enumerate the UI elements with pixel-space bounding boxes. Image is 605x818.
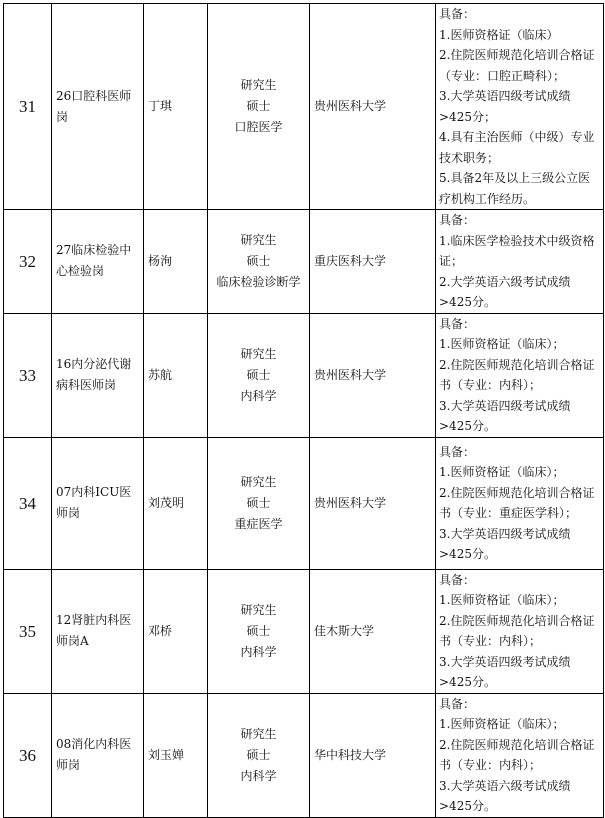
row-number: 31 bbox=[4, 4, 52, 210]
education-line: 研究生 bbox=[240, 232, 277, 247]
requirements-cell bbox=[436, 4, 604, 210]
row-number: 35 bbox=[4, 569, 52, 693]
education-line: 研究生 bbox=[240, 78, 277, 92]
education-line: 研究生 bbox=[240, 726, 277, 741]
education-line: 研究生 bbox=[240, 602, 277, 617]
candidate-name: 杨洵 bbox=[144, 210, 208, 314]
table-row bbox=[4, 693, 604, 817]
post-name: 12肾脏内科医师岗A bbox=[52, 569, 144, 693]
requirement-line: 1.医师资格证（临床） bbox=[439, 27, 559, 42]
requirement-line: 具备： bbox=[439, 572, 476, 587]
requirement-line: 2.住院医师规范化培训合格证书（专业：重症医学科）； bbox=[439, 485, 595, 520]
school-name: 华中科技大学 bbox=[310, 693, 436, 817]
table-row bbox=[4, 569, 604, 693]
post-name: 27临床检验中心检验岗 bbox=[52, 210, 144, 314]
education-cell bbox=[208, 313, 310, 437]
education-line: 硕士 bbox=[246, 253, 271, 268]
recruitment-table-page bbox=[3, 3, 603, 813]
candidate-name: 刘茂明 bbox=[144, 437, 208, 569]
education-cell bbox=[208, 693, 310, 817]
education-line: 研究生 bbox=[240, 474, 277, 489]
table-row bbox=[4, 313, 604, 437]
requirement-line: 具备： bbox=[439, 444, 476, 459]
requirement-line: 2.住院医师规范化培训合格证书（专业：内科）； bbox=[439, 737, 595, 772]
table-body bbox=[4, 4, 604, 818]
requirement-line: 3.大学英语四级考试成绩>425分。 bbox=[439, 526, 571, 561]
requirement-line: 3.大学英语四级考试成绩>425分； bbox=[439, 89, 571, 124]
education-line: 内科学 bbox=[240, 768, 277, 783]
school-name: 重庆医科大学 bbox=[310, 210, 436, 314]
requirement-line: 4.具有主治医师（中级）专业技术职务； bbox=[439, 130, 595, 165]
requirement-line: 1.医师资格证（临床）； bbox=[439, 465, 565, 479]
education-cell bbox=[208, 210, 310, 314]
school-name: 贵州医科大学 bbox=[310, 313, 436, 437]
requirement-line: 2.住院医师规范化培训合格证书（专业：内科）； bbox=[439, 357, 595, 392]
requirements-cell bbox=[436, 693, 604, 817]
education-cell bbox=[208, 569, 310, 693]
requirement-line: 具备： bbox=[439, 316, 476, 331]
requirements-cell bbox=[436, 569, 604, 693]
post-name: 07内科ICU医师岗 bbox=[52, 437, 144, 569]
education-line: 硕士 bbox=[246, 623, 271, 638]
requirements-cell bbox=[436, 313, 604, 437]
row-number: 33 bbox=[4, 313, 52, 437]
table-row bbox=[4, 4, 604, 210]
education-line: 内科学 bbox=[240, 388, 277, 403]
candidate-name: 邓桥 bbox=[144, 569, 208, 693]
requirement-line: 具备： bbox=[439, 213, 476, 227]
education-line: 内科学 bbox=[240, 644, 277, 659]
candidate-name: 刘玉婵 bbox=[144, 693, 208, 817]
requirement-line: 1.医师资格证（临床）； bbox=[439, 337, 565, 351]
requirements-cell bbox=[436, 210, 604, 314]
education-line: 硕士 bbox=[246, 99, 271, 113]
requirement-line: 具备： bbox=[439, 7, 476, 21]
requirement-line: 1.医师资格证（临床）； bbox=[439, 593, 565, 607]
requirements-cell bbox=[436, 437, 604, 569]
post-name: 08消化内科医师岗 bbox=[52, 693, 144, 817]
post-name: 16内分泌代谢病科医师岗 bbox=[52, 313, 144, 437]
post-name: 26口腔科医师岗 bbox=[52, 4, 144, 210]
education-line: 硕士 bbox=[246, 495, 271, 510]
requirement-line: 1.临床医学检验技术中级资格证； bbox=[439, 233, 595, 268]
row-number: 32 bbox=[4, 210, 52, 314]
education-line: 研究生 bbox=[240, 346, 277, 361]
education-line: 口腔医学 bbox=[234, 120, 283, 134]
requirement-line: 1.医师资格证（临床）； bbox=[439, 717, 565, 731]
candidate-name: 丁琪 bbox=[144, 4, 208, 210]
school-name: 佳木斯大学 bbox=[310, 569, 436, 693]
education-line: 硕士 bbox=[246, 367, 271, 382]
education-line: 重症医学 bbox=[234, 516, 283, 531]
requirement-line: 具备： bbox=[439, 696, 476, 711]
education-cell bbox=[208, 4, 310, 210]
school-name: 贵州医科大学 bbox=[310, 4, 436, 210]
school-name: 贵州医科大学 bbox=[310, 437, 436, 569]
requirement-line: 2.住院医师规范化培训合格证书（专业：内科）； bbox=[439, 613, 595, 648]
education-line: 临床检验诊断学 bbox=[216, 274, 301, 289]
requirement-line: 5.具备2年及以上三级公立医疗机构工作经历。 bbox=[439, 171, 591, 206]
education-cell bbox=[208, 437, 310, 569]
row-number: 34 bbox=[4, 437, 52, 569]
table-row bbox=[4, 437, 604, 569]
requirement-line: 3.大学英语四级考试成绩>425分。 bbox=[439, 654, 571, 689]
education-line: 硕士 bbox=[246, 747, 271, 762]
recruitment-table bbox=[3, 3, 604, 818]
requirement-line: 2.大学英语六级考试成绩>425分。 bbox=[439, 274, 571, 309]
candidate-name: 苏航 bbox=[144, 313, 208, 437]
row-number: 36 bbox=[4, 693, 52, 817]
requirement-line: 3.大学英语六级考试成绩>425分。 bbox=[439, 778, 571, 813]
table-row bbox=[4, 210, 604, 314]
requirement-line: 2.住院医师规范化培训合格证（专业：口腔正畸科）； bbox=[439, 48, 595, 83]
requirement-line: 3.大学英语四级考试成绩>425分。 bbox=[439, 398, 571, 433]
